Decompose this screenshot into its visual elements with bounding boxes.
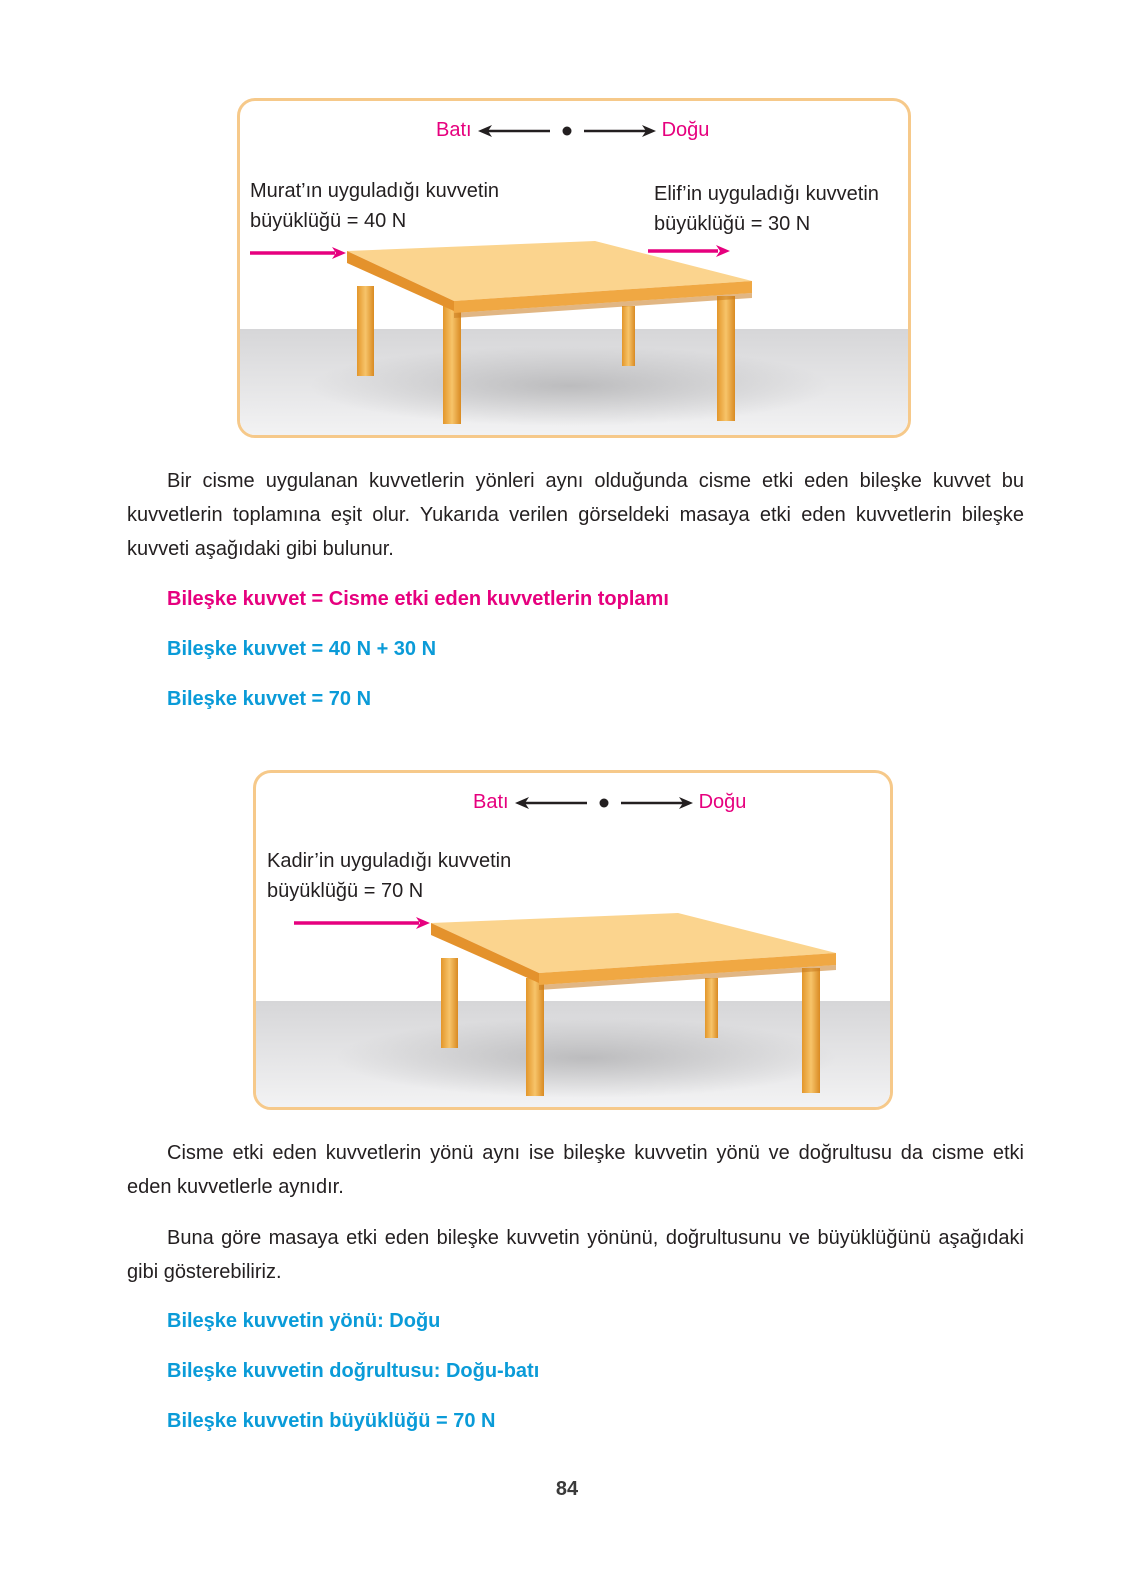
equation-substitution: Bileşke kuvvet = 40 N + 30 N (167, 638, 437, 660)
table-leg (357, 286, 374, 376)
table-illustration (240, 101, 911, 438)
table-leg (526, 978, 544, 1096)
figure-table-two-forces (237, 98, 911, 438)
table-leg (705, 978, 718, 1038)
kadir-force-label: Kadir’in uyguladığı kuvvetin büyüklüğü = 70 N (267, 850, 512, 902)
paragraph-direction-rule: Cisme etki eden kuvvetlerin yönü aynı ise bileşke kuvvetin yönü ve doğrultusu da cisme etki eden kuvvetlerle aynıdır. (127, 1142, 1024, 1198)
compass-west-east (436, 119, 709, 142)
figure-table-resultant-force (253, 770, 893, 1110)
kadir-force-arrow (294, 917, 430, 929)
equation-result: Bileşke kuvvet = 70 N (167, 688, 372, 710)
murat-force-label: Murat’ın uyguladığı kuvvetin büyüklüğü = 40 N (250, 180, 500, 232)
table-leg (717, 296, 735, 421)
table-leg (443, 306, 461, 424)
elif-force-label: Elif’in uyguladığı kuvvetin büyüklüğü = 30 N (654, 183, 879, 235)
west-label: Batı (436, 119, 472, 141)
murat-force-arrow (250, 247, 346, 259)
page-number: 84 (555, 1478, 579, 1500)
east-label: Doğu (661, 119, 710, 141)
table-illustration (256, 773, 893, 1110)
west-east-arrow-icon (513, 792, 695, 814)
table-leg (622, 306, 635, 366)
table-leg (802, 968, 820, 1093)
east-label: Doğu (698, 791, 747, 813)
west-label: Batı (473, 791, 509, 813)
equation-definition: Bileşke kuvvet = Cisme etki eden kuvvetlerin toplamı (167, 588, 669, 610)
elif-force-arrow (648, 245, 730, 257)
result-magnitude: Bileşke kuvvetin büyüklüğü = 70 N (167, 1410, 496, 1432)
compass-west-east (473, 791, 746, 814)
table-leg (441, 958, 458, 1048)
result-direction: Bileşke kuvvetin yönü: Doğu (167, 1310, 441, 1332)
result-line-of-action: Bileşke kuvvetin doğrultusu: Doğu-batı (167, 1360, 540, 1382)
paragraph-resultant-rule: Bir cisme uygulanan kuvvetlerin yönleri aynı olduğunda cisme etki eden bileşke kuvvet bu kuvvetlerin toplamına eşit olur. Yukarıda verilen görseldeki masaya etki eden kuvvetlerin bileşke kuvveti aşağıdaki gibi bulunur. (127, 470, 1024, 560)
west-east-arrow-icon (476, 120, 658, 142)
paragraph-intro-results: Buna göre masaya etki eden bileşke kuvvetin yönünü, doğrultusunu ve büyüklüğünü aşağıdaki gibi gösterebiliriz. (127, 1227, 1024, 1283)
